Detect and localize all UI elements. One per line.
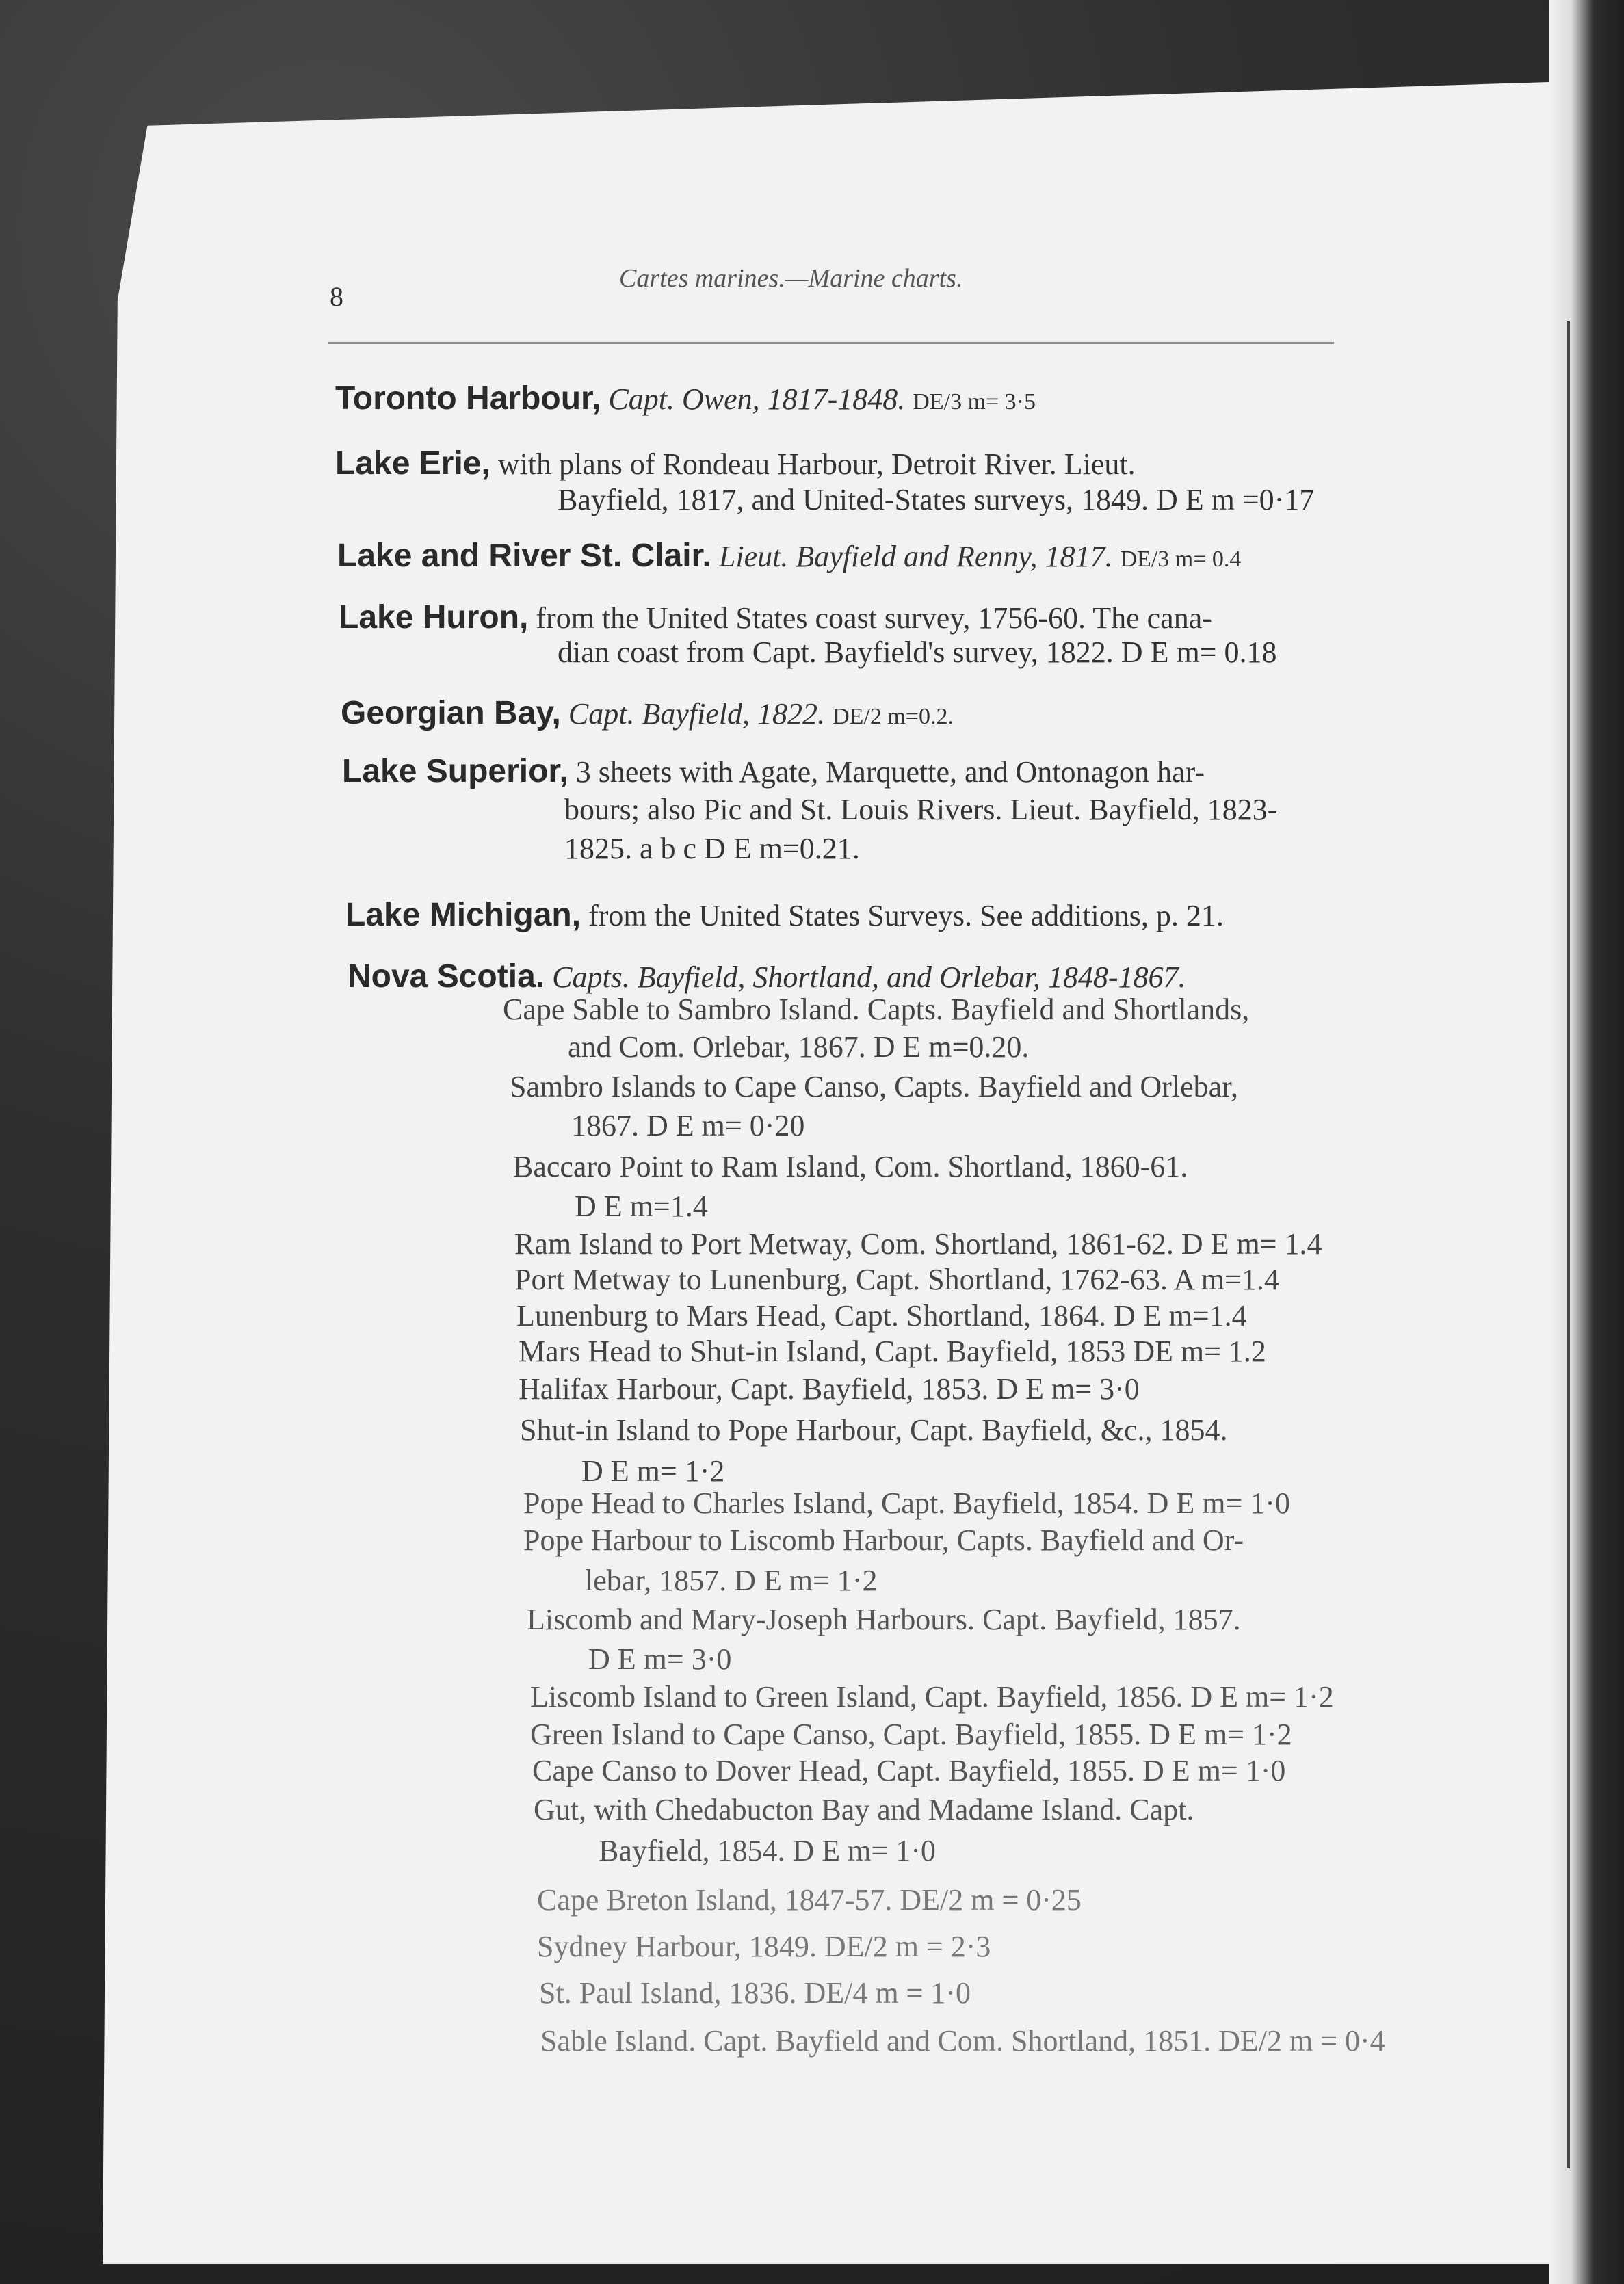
entry-title: Nova Scotia. — [348, 958, 545, 995]
entry-lake-michigan — [345, 896, 1224, 934]
entry-toronto — [335, 380, 1036, 417]
ns-item: Halifax Harbour, Capt. Bayfield, 1853. D E m= 3·0 — [519, 1372, 1140, 1406]
page-number: 8 — [330, 281, 343, 312]
entry-scale: DE/2 m=0.2. — [833, 704, 954, 729]
entry-text: from the United States coast survey, 1756-60. The cana- — [536, 601, 1212, 635]
entry-text: Bayfield, 1817, and United-States surveys, 1849. D E m =0·17 — [558, 483, 1315, 516]
entry-text: with plans of Rondeau Harbour, Detroit River. Lieut. — [497, 447, 1136, 481]
ns-item: D E m= 3·0 — [588, 1642, 732, 1676]
entry-nova-scotia — [348, 958, 1186, 995]
ns-item: Bayfield, 1854. D E m= 1·0 — [599, 1834, 936, 1867]
entry-lake-erie — [335, 445, 1136, 482]
ns-item: Sable Island. Capt. Bayfield and Com. Shortland, 1851. DE/2 m = 0·4 — [540, 2024, 1385, 2058]
entry-title: Lake Erie, — [335, 445, 490, 482]
entry-title: Georgian Bay, — [341, 695, 561, 731]
ns-item: D E m= 1·2 — [581, 1454, 725, 1488]
entry-title: Lake Huron, — [339, 599, 529, 635]
ns-item: St. Paul Island, 1836. DE/4 m = 1·0 — [539, 1976, 971, 2010]
entry-lake-superior-cont1 — [564, 792, 1277, 827]
ns-item: Green Island to Cape Canso, Capt. Bayfield, 1855. D E m= 1·2 — [530, 1718, 1292, 1751]
ns-item: Sambro Islands to Cape Canso, Capts. Bayfield and Orlebar, — [510, 1070, 1239, 1103]
ns-item: Sydney Harbour, 1849. DE/2 m = 2·3 — [537, 1930, 991, 1963]
ns-item: Lunenburg to Mars Head, Capt. Shortland, 1864. D E m=1.4 — [516, 1299, 1247, 1333]
ns-item: Gut, with Chedabucton Bay and Madame Island. Capt. — [534, 1793, 1194, 1826]
ns-item: D E m=1.4 — [575, 1190, 708, 1223]
ns-item: Pope Harbour to Liscomb Harbour, Capts. Bayfield and Or- — [523, 1523, 1244, 1557]
ns-item: Ram Island to Port Metway, Com. Shortland, 1861-62. D E m= 1.4 — [514, 1227, 1322, 1261]
entry-georgian-bay — [341, 694, 954, 732]
entry-title: Lake Superior, — [342, 753, 568, 789]
header-rule — [328, 342, 1334, 344]
entry-lake-superior-cont2 — [564, 831, 860, 866]
binder-edge — [1549, 0, 1624, 2284]
entry-text: dian coast from Capt. Bayfield's survey, 1822. D E m= 0.18 — [558, 635, 1277, 669]
entry-title: Toronto Harbour, — [335, 380, 601, 417]
entry-scale: DE/3 m= 0.4 — [1120, 547, 1242, 572]
entry-scale: DE/3 m= 3·5 — [913, 389, 1036, 415]
entry-title: Lake Michigan, — [345, 897, 581, 933]
ns-item: Mars Head to Shut-in Island, Capt. Bayfield, 1853 DE m= 1.2 — [519, 1335, 1266, 1368]
ns-item: Cape Canso to Dover Head, Capt. Bayfield, 1855. D E m= 1·0 — [532, 1754, 1286, 1787]
entry-text: Capt. Owen, 1817-1848. — [608, 382, 906, 416]
ns-item: Cape Sable to Sambro Island. Capts. Bayfield and Shortlands, — [503, 993, 1250, 1026]
ns-item: and Com. Orlebar, 1867. D E m=0.20. — [568, 1030, 1030, 1064]
ns-item: Pope Head to Charles Island, Capt. Bayfield, 1854. D E m= 1·0 — [523, 1486, 1290, 1520]
entry-text: bours; also Pic and St. Louis Rivers. Lieut. Bayfield, 1823- — [564, 793, 1278, 826]
entry-lake-huron — [339, 599, 1212, 636]
running-head: Cartes marines.—Marine charts. — [619, 264, 963, 293]
ns-item: Cape Breton Island, 1847-57. DE/2 m = 0·25 — [537, 1883, 1082, 1917]
entry-text: Lieut. Bayfield and Renny, 1817. — [718, 540, 1113, 573]
ns-item: Liscomb and Mary-Joseph Harbours. Capt. Bayfield, 1857. — [527, 1603, 1241, 1636]
entry-text: 3 sheets with Agate, Marquette, and Ontonagon har- — [575, 755, 1205, 789]
ns-item: Port Metway to Lunenburg, Capt. Shortland, 1762-63. A m=1.4 — [514, 1263, 1279, 1296]
entry-lake-huron-cont — [558, 635, 1277, 670]
binder-line — [1567, 321, 1570, 2168]
entry-text: from the United States Surveys. See additions, p. 21. — [588, 899, 1224, 932]
ns-item: lebar, 1857. D E m= 1·2 — [585, 1564, 878, 1597]
ns-item: Shut-in Island to Pope Harbour, Capt. Bayfield, &c., 1854. — [520, 1413, 1228, 1447]
ns-item: 1867. D E m= 0·20 — [571, 1109, 805, 1142]
ns-item: Baccaro Point to Ram Island, Com. Shortland, 1860-61. — [513, 1150, 1188, 1183]
entry-lake-superior — [342, 752, 1205, 790]
entry-text: Capts. Bayfield, Shortland, and Orlebar, 1848-1867. — [552, 960, 1186, 994]
ns-item: Liscomb Island to Green Island, Capt. Bayfield, 1856. D E m= 1·2 — [530, 1680, 1334, 1714]
entry-lake-erie-cont — [558, 482, 1314, 517]
entry-st-clair — [337, 537, 1241, 575]
entry-text: 1825. a b c D E m=0.21. — [564, 832, 860, 865]
entry-text: Capt. Bayfield, 1822. — [568, 697, 826, 731]
entry-title: Lake and River St. Clair. — [337, 538, 711, 574]
